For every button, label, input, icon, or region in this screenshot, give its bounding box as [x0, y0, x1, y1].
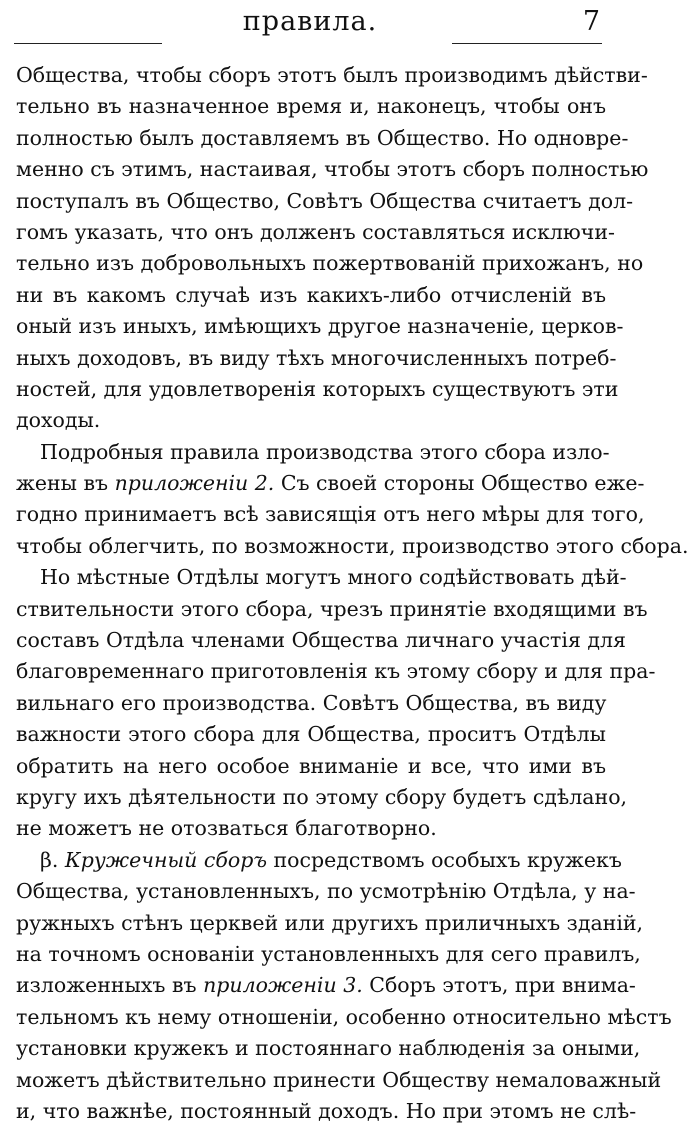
text-line: ружныхъ стѣнъ церквей или другихъ приличныхъ зданій, — [16, 910, 644, 935]
text-run: Сборъ этотъ, при внима- — [362, 973, 636, 998]
text-run: изложенныхъ въ — [16, 973, 204, 998]
italic-reference: приложеніи 2. — [114, 471, 275, 496]
text-line: вильнаго его производства. Совѣтъ Общества, въ виду — [16, 690, 607, 715]
text-line-with-italic — [16, 845, 622, 876]
text-line: доходы. — [16, 408, 101, 433]
body-text — [16, 60, 689, 1127]
paragraph-4 — [16, 845, 672, 1127]
text-line-with-italic — [16, 468, 645, 499]
text-line: менно съ этимъ, настаивая, чтобы этотъ сборъ полностью — [16, 157, 649, 182]
text-line: годно принимаетъ всѣ зависящія отъ него мѣры для того, — [16, 502, 645, 527]
header-rule-left — [14, 43, 162, 44]
header-rule-right — [452, 43, 602, 44]
italic-reference: приложеніи 3. — [203, 973, 363, 998]
text-line: тельно изъ добровольныхъ пожертвованій прихожанъ, но — [16, 251, 644, 276]
text-line: ныхъ доходовъ, въ виду тѣхъ многочисленныхъ потреб- — [16, 345, 617, 370]
text-line: ностей, для удовлетворенія которыхъ существуютъ эти — [16, 376, 619, 401]
text-line: не можетъ не отозваться благотворно. — [16, 816, 437, 841]
italic-term: Кружечный сборъ — [58, 847, 267, 872]
text-line: составъ Отдѣла членами Общества личнаго участія для — [16, 628, 626, 653]
text-line: Подробныя правила производства этого сбора изло- — [40, 439, 610, 464]
text-line: поступалъ въ Общество, Совѣтъ Общества считаетъ дол- — [16, 188, 634, 213]
text-run: Съ своей стороны Общество еже- — [274, 471, 645, 496]
text-line-with-italic — [16, 970, 636, 1001]
text-line: тельно въ назначенное время и, наконецъ, чтобы онъ — [16, 94, 606, 119]
page-number: 7 — [582, 6, 600, 37]
text-line: ни въ какомъ случаѣ изъ какихъ-либо отчисленій въ — [16, 282, 606, 307]
greek-beta-marker: β. — [40, 847, 59, 872]
text-line: кругу ихъ дѣятельности по этому сбору будетъ сдѣлано, — [16, 784, 628, 809]
text-line: установки кружекъ и постояннаго наблюденія за оными, — [16, 1036, 641, 1061]
text-line: благовременнаго приготовленія къ этому сбору и для пра- — [16, 659, 656, 684]
paragraph-3 — [16, 562, 656, 845]
text-run: жены въ — [16, 471, 115, 496]
text-line: важности этого сбора для Общества, проситъ Отдѣлы — [16, 722, 606, 747]
text-line: на точномъ основаніи установленныхъ для сего правилъ, — [16, 941, 641, 966]
text-line: ствительности этого сбора, чрезъ принятіе входящими въ — [16, 596, 648, 621]
text-line: Но мѣстные Отдѣлы могутъ много содѣйствовать дѣй- — [40, 565, 627, 590]
text-line: тельномъ къ нему отношеніи, особенно относительно мѣстъ — [16, 1004, 672, 1029]
text-line: Общества, установленныхъ, по усмотрѣнію Отдѣла, у на- — [16, 879, 636, 904]
text-line: чтобы облегчить, по возможности, производство этого сбора. — [16, 533, 689, 558]
text-line: обратить на него особое вниманіе и все, что ими въ — [16, 753, 606, 778]
paragraph-2 — [16, 437, 689, 563]
text-line: оный изъ иныхъ, имѣющихъ другое назначеніе, церков- — [16, 314, 624, 339]
text-line: и, что важнѣе, постоянный доходъ. Но при этомъ не слѣ- — [16, 1098, 637, 1123]
running-head — [0, 6, 620, 46]
text-line: Общества, чтобы сборъ этотъ былъ производимъ дѣйстви- — [16, 63, 648, 87]
running-title: правила. — [242, 6, 378, 37]
text-line: гомъ указать, что онъ долженъ составляться исключи- — [16, 219, 615, 244]
text-run: посредствомъ особыхъ кружекъ — [267, 847, 622, 872]
text-line: можетъ дѣйствительно принести Обществу немаловажный — [16, 1067, 662, 1092]
paragraph-1 — [16, 60, 649, 437]
text-line: полностью былъ доставляемъ въ Общество. Но одновре- — [16, 125, 629, 150]
